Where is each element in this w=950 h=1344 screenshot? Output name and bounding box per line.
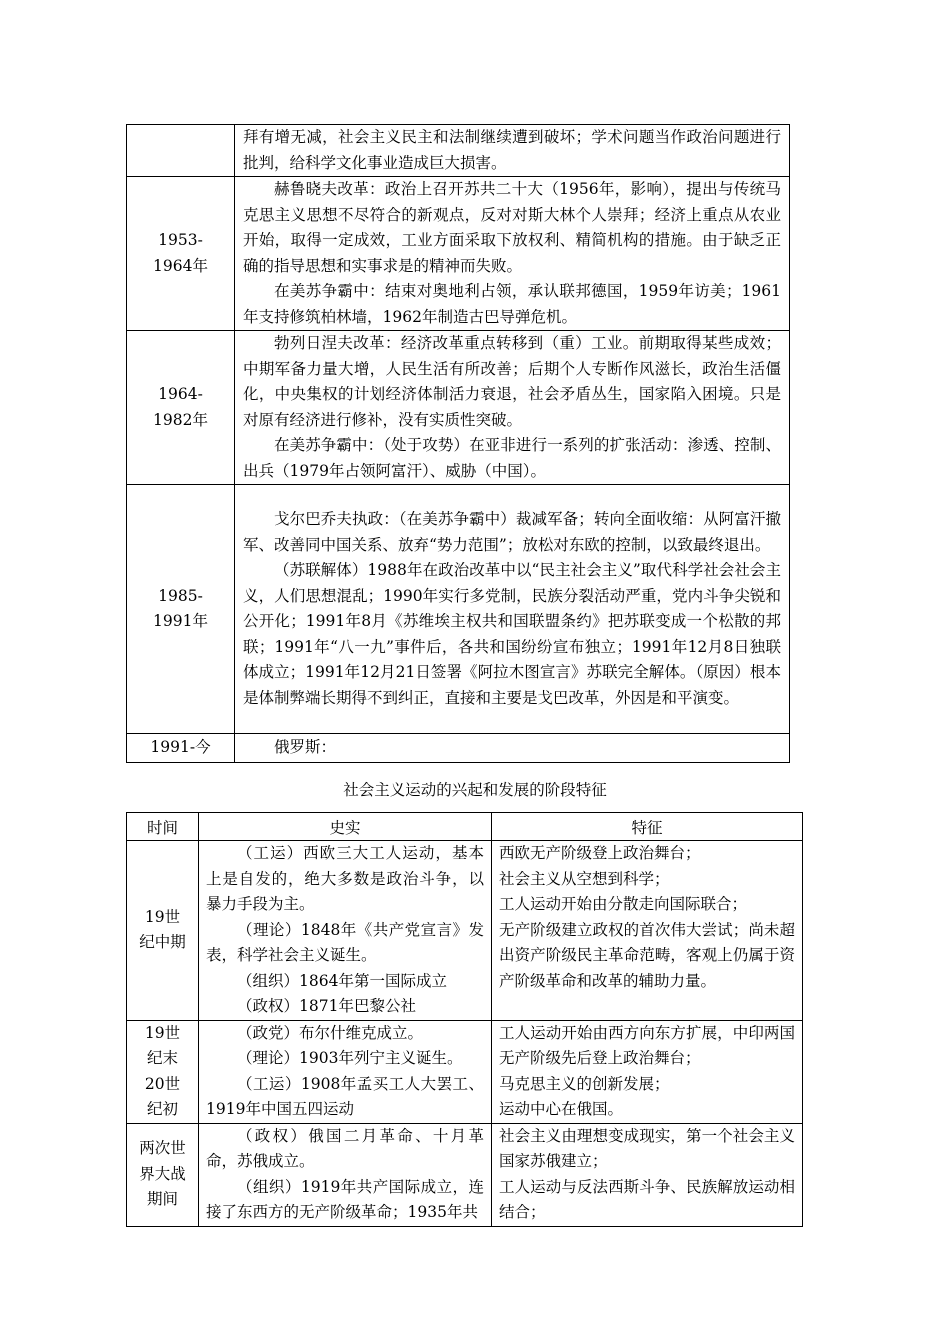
table-row bbox=[127, 177, 790, 331]
paragraph: 社会主义由理想变成现实，第一个社会主义国家苏俄建立； bbox=[499, 1126, 795, 1170]
facts-cell bbox=[199, 1123, 492, 1226]
paragraph: （理论）1903年列宁主义诞生。 bbox=[237, 1049, 463, 1067]
facts-cell bbox=[199, 841, 492, 1021]
paragraph: 马克思主义的创新发展； bbox=[499, 1074, 670, 1093]
paragraph: 赫鲁晓夫改革：政治上召开苏共二十大（1956年，影响），提出与传统马克思主义思想不尽符合的新观点，反对对斯大林个人崇拜；经济上重点从农业开始，取得一定成效，工业方面采取下放权利、精简机构的措施。由于缺乏正确的指导思想和实事求是的精神而失败。 bbox=[243, 180, 781, 275]
paragraph: （工运）1908年孟买工人大罢工、1919年中国五四运动 bbox=[206, 1074, 484, 1118]
header-time: 时间 bbox=[127, 813, 199, 841]
header-row bbox=[127, 813, 803, 841]
time-text: 19世纪中期 bbox=[139, 907, 186, 952]
features-cell bbox=[492, 841, 803, 1021]
paragraph: 社会主义从空想到科学； bbox=[499, 869, 670, 888]
content-cell bbox=[235, 734, 790, 763]
table-row bbox=[127, 331, 790, 485]
paragraph: 工人运动与反法西斯斗争、民族解放运动相结合； bbox=[499, 1177, 795, 1221]
paragraph: （苏联解体）1988年在政治改革中以“民主社会主义”取代科学社会社会主义，人们思想混乱；1990年实行多党制，民族分裂活动严重，党内斗争尖锐和公开化；1991年8月《苏维埃主权共和国联盟条约》把苏联变成一个松散的邦联；1991年“八一九”事件后，各共和国纷纷宣布独立；1991年12月8日独联体成立；1991年12月21日签署《阿拉木图宣言》苏联完全解体。（原因）根本是体制弊端长期得不到纠正，直接和主要是戈巴改革，外因是和平演变。 bbox=[243, 561, 781, 707]
period-cell bbox=[127, 177, 235, 331]
period-text: 1953-1964年 bbox=[153, 231, 208, 275]
paragraph: 工人运动开始由西方向东方扩展，中印两国无产阶级先后登上政治舞台； bbox=[499, 1023, 795, 1067]
table-row bbox=[127, 841, 803, 1021]
table-row bbox=[127, 1123, 803, 1226]
paragraph: 俄罗斯： bbox=[274, 738, 337, 756]
content-cell bbox=[235, 125, 790, 177]
content-cell bbox=[235, 331, 790, 485]
time-cell bbox=[127, 1020, 199, 1123]
section-title: 社会主义运动的兴起和发展的阶段特征 bbox=[343, 781, 607, 799]
content-cell bbox=[235, 177, 790, 331]
paragraph: （理论）1848年《共产党宣言》发表，科学社会主义诞生。 bbox=[206, 920, 484, 964]
content-cell bbox=[235, 485, 790, 734]
paragraph: （政权）俄国二月革命、十月革命，苏俄成立。 bbox=[206, 1126, 484, 1170]
features-cell bbox=[492, 1123, 803, 1226]
paragraph: 勃列日涅夫改革：经济改革重点转移到（重）工业。前期取得某些成效；中期军备力量大增，人民生活有所改善；后期个人专断作风滋长，政治生活僵化，中央集权的计划经济体制活力衰退，社会矛盾丛生，国家陷入困境。只是对原有经济进行修补，没有实质性突破。 bbox=[243, 334, 781, 429]
period-text: 1985-1991年 bbox=[153, 586, 208, 630]
period-cell bbox=[127, 485, 235, 734]
period-cell bbox=[127, 331, 235, 485]
soviet-history-table bbox=[126, 124, 790, 763]
header-facts: 史实 bbox=[199, 813, 492, 841]
time-text: 19世纪末20世纪初 bbox=[144, 1023, 181, 1118]
table-row bbox=[127, 734, 790, 763]
features-cell bbox=[492, 1020, 803, 1123]
time-cell bbox=[127, 841, 199, 1021]
paragraph: 西欧无产阶级登上政治舞台； bbox=[499, 844, 701, 862]
time-cell bbox=[127, 1123, 199, 1226]
paragraph: （工运）西欧三大工人运动，基本上是自发的，绝大多数是政治斗争，以暴力手段为主。 bbox=[206, 844, 484, 913]
paragraph: （政党）布尔什维克成立。 bbox=[237, 1023, 424, 1042]
paragraph: 戈尔巴乔夫执政：（在美苏争霸中）裁减军备；转向全面收缩：从阿富汗撤军、改善同中国关系、放弃“势力范围”；放松对东欧的控制，以致最终退出。 bbox=[243, 510, 781, 554]
period-cell bbox=[127, 125, 235, 177]
paragraph: 在美苏争霸中：（处于攻势）在亚非进行一系列的扩张活动：渗透、控制、出兵（1979年占领阿富汗）、威胁（中国）。 bbox=[243, 436, 781, 480]
table-row bbox=[127, 485, 790, 734]
paragraph: （组织）1919年共产国际成立，连接了东西方的无产阶级革命；1935年共 bbox=[206, 1177, 484, 1221]
table-row bbox=[127, 1020, 803, 1123]
paragraph: 在美苏争霸中：结束对奥地利占领，承认联邦德国，1959年访美；1961年支持修筑柏林墙，1962年制造古巴导弹危机。 bbox=[243, 282, 781, 326]
paragraph: （组织）1864年第一国际成立 bbox=[237, 971, 447, 990]
header-features: 特征 bbox=[492, 813, 803, 841]
table-row bbox=[127, 125, 790, 177]
paragraph: 拜有增无减，社会主义民主和法制继续遭到破坏；学术问题当作政治问题进行批判，给科学文化事业造成巨大损害。 bbox=[243, 128, 781, 172]
facts-cell bbox=[199, 1020, 492, 1123]
paragraph: 工人运动开始由分散走向国际联合； bbox=[499, 895, 748, 913]
paragraph: （政权）1871年巴黎公社 bbox=[237, 997, 416, 1015]
paragraph: 运动中心在俄国。 bbox=[499, 1100, 624, 1118]
paragraph: 无产阶级建立政权的首次伟大尝试；尚未超出资产阶级民主革命范畴，客观上仍属于资产阶级革命和改革的辅助力量。 bbox=[499, 920, 795, 990]
socialism-stages-table bbox=[126, 812, 803, 1227]
time-text: 两次世界大战期间 bbox=[139, 1139, 186, 1209]
period-text: 1964-1982年 bbox=[153, 385, 208, 429]
period-cell: 1991-今 bbox=[127, 734, 235, 763]
